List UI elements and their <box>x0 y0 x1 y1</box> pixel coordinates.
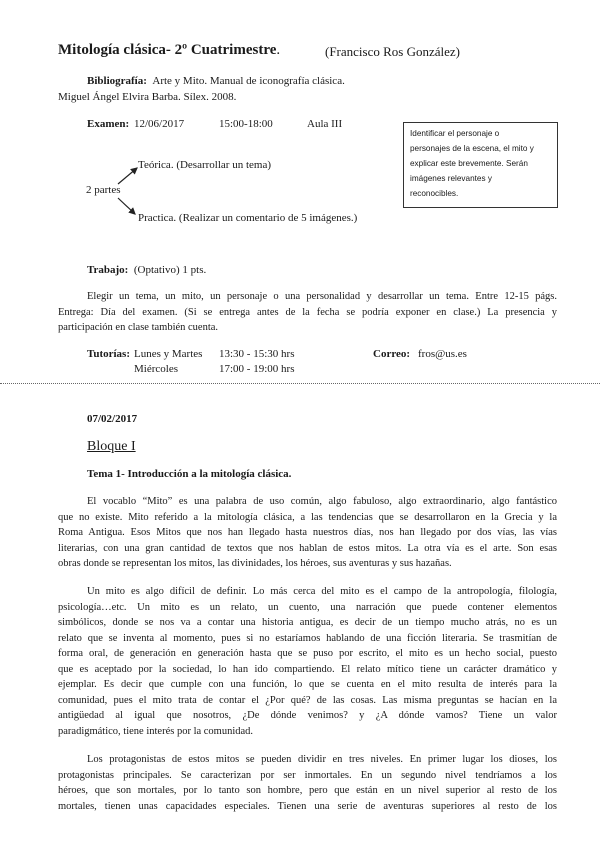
p1-line: literarias, con una gran cantidad de textos que nos hablan de estos mitos. La otra vía es el arte. Son esas <box>58 542 557 554</box>
p3-line: Los protagonistas de estos mitos se pueden dividir en tres niveles. En primer lugar los dioses, los <box>87 754 557 765</box>
p2-line: psicología…etc. Un mito es un relato, un cuento, una narración que puede contener elementos <box>58 601 557 613</box>
p2-line: ejemplar. Es decir que cumple con una función, lo que se cuenta en el mito resulta de interés para la <box>58 679 557 690</box>
arrow-up-icon <box>118 168 137 184</box>
tutoring-day2: Miércoles <box>134 363 178 375</box>
topic-heading: Tema 1- Introducción a la mitología clásica. <box>87 468 292 480</box>
bibliography-label: Bibliografía: <box>87 75 147 87</box>
p2-line: forma oral, de generación en generación hasta que se puso por escrito, el mito es un hecho social, puesto <box>58 648 557 659</box>
document-title: Mitología clásica- 2º Cuatrimestre. <box>58 42 281 58</box>
work-label: Trabajo: <box>87 264 129 276</box>
tutoring-day1: Lunes y Martes <box>134 348 203 360</box>
exam-note-line: Identificar el personaje o <box>410 129 500 138</box>
exam-practice: Practica. (Realizar un comentario de 5 imágenes.) <box>138 212 358 224</box>
exam-room: Aula III <box>307 118 343 130</box>
p1-line: que no existe. Mito referido a la mitología clásica, a las tendencias que se desarrollaron en la Grecia y la <box>58 511 557 523</box>
block-heading: Bloque I <box>87 439 136 454</box>
p2-line: relato que se inventa al momento, pues si no estaríamos hablando de una ficción literaria. Se trasmitían de <box>58 632 557 644</box>
bibliography-line2: Miguel Ángel Elvira Barba. Sílex. 2008. <box>58 91 237 103</box>
exam-time: 15:00-18:00 <box>219 118 273 130</box>
exam-note-line: imágenes relevantes y <box>410 174 492 183</box>
section-divider <box>0 383 600 384</box>
p2-line: comunidad, pues el mito trata de contar el ¿Por qué? de las cosas. Las misma preguntas se hacían en la <box>58 694 557 706</box>
p2-line: paradigmático, tiene interés por la comunidad. <box>58 725 254 737</box>
p2-line: Un mito es algo difícil de definir. Lo más cerca del mito es el campo de la antropología, filología, <box>87 586 557 597</box>
exam-parts-label: 2 partes <box>86 184 121 196</box>
p1-line: obras donde se representan los mitos, las divinidades, los héroes, sus aventuras y sus hazañas. <box>58 558 452 569</box>
title-period: . <box>276 42 281 58</box>
p1-line: Roma Antigua. Esos Mitos que nos han llegado hasta nuestros días, nos han llegado por dos vías, las vías <box>58 527 557 538</box>
exam-label: Examen: <box>87 118 130 130</box>
work-line-3: participación en clase también cuenta. <box>58 322 219 333</box>
author: (Francisco Ros González) <box>325 44 461 59</box>
p2-line: que es aceptado por la sociedad, lo han ido compartiendo. El relato mítico tiene un carácter dramático y <box>58 663 557 675</box>
p2-line: simbólicos, donde se nos va a contar una historia antigua, es decir de un tiempo mucho atrás, no es un <box>58 617 557 628</box>
exam-note-line: explicar este brevemente. Serán <box>410 159 528 168</box>
work-value: (Optativo) 1 pts. <box>133 264 207 276</box>
p3-line: protagonistas principales. Se caracterizan por ser inmortales. En un segundo nivel tendríamos a los <box>58 769 557 781</box>
work-line-1: Elegir un tema, un mito, un personaje o una personalidad y desarrollar un tema. Entre 12-15 págs. <box>87 291 557 302</box>
work-description <box>58 289 557 336</box>
p3-line: héroes, que son mortales, por lo tanto son hombre, pero que están en un nivel superior al resto de los <box>58 785 557 796</box>
tutoring-time1: 13:30 - 15:30 hrs <box>219 348 295 360</box>
p1-line: El vocablo “Mito” es una palabra de uso común, algo fabuloso, algo extraordinario, algo fantástico <box>87 496 557 507</box>
email-link[interactable]: fros@us.es <box>418 348 467 360</box>
exam-theory: Teórica. (Desarrollar un tema) <box>138 159 271 171</box>
email-label: Correo: <box>373 348 411 360</box>
exam-date: 12/06/2017 <box>134 118 185 130</box>
paragraph-3 <box>58 752 557 814</box>
work-line-2: Entrega: Día del examen. (Si se entrega antes de la fecha se podría exponer en clase.) La presencia y <box>58 306 557 318</box>
exam-note-line: personajes de la escena, el mito y <box>410 144 534 153</box>
p2-line: antigüedad al igual que nosotros, ¿De dónde venimos? y ¿A dónde vamos? Tiene un valor <box>58 710 557 721</box>
tutoring-label: Tutorías: <box>87 348 130 360</box>
p3-line: mortales, tienen unas capacidades especiales. Tienen una serie de aventuras superiores al resto de los <box>58 800 557 812</box>
exam-note-line: reconocibles. <box>410 189 459 198</box>
session-date: 07/02/2017 <box>87 413 138 425</box>
exam-note-box <box>403 122 558 208</box>
work-line <box>87 264 206 276</box>
paragraph-1 <box>58 494 557 572</box>
paragraph-2 <box>58 584 557 739</box>
bibliography-line1: Bibliografía: Arte y Mito. Manual de iconografía clásica. <box>87 75 345 87</box>
exam-parts-arrows <box>115 164 145 218</box>
tutoring-time2: 17:00 - 19:00 hrs <box>219 363 295 375</box>
arrow-down-icon <box>118 198 135 214</box>
